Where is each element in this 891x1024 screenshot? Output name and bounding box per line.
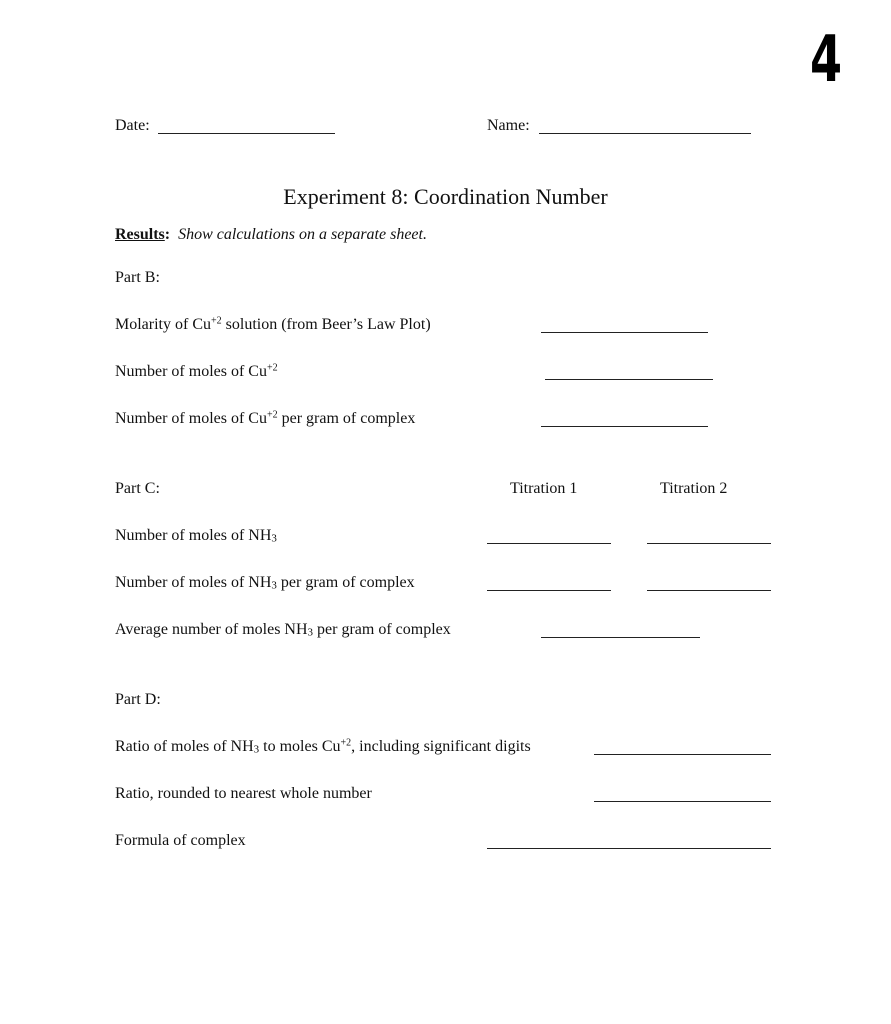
results-note: Show calculations on a separate sheet. [178, 226, 427, 243]
part-b-moles-label [115, 362, 278, 382]
subscript: 3 [307, 626, 314, 639]
date-label: Date: [115, 117, 150, 134]
name-blank[interactable] [539, 133, 751, 134]
row-text: Average number of moles NH [115, 621, 308, 638]
results-colon: : [164, 226, 171, 243]
subscript: 3 [271, 532, 277, 545]
row-text: per gram of complex [313, 621, 451, 638]
superscript: +2 [211, 315, 222, 327]
part-c-average-label [115, 620, 451, 640]
part-d-heading: Part D: [115, 691, 161, 708]
superscript: +2 [340, 737, 352, 749]
moles-cu-blank[interactable] [545, 379, 713, 380]
superscript: +2 [266, 409, 278, 421]
titration-2-header: Titration 2 [660, 480, 728, 497]
part-b-heading: Part B: [115, 269, 160, 286]
molarity-blank[interactable] [541, 332, 708, 333]
subscript: 3 [271, 579, 277, 592]
row-text: Number of moles of Cu [115, 363, 267, 380]
results-label: Results [115, 226, 165, 243]
part-d-rounded-label: Ratio, rounded to nearest whole number [115, 785, 372, 802]
row-text: , including significant digits [351, 738, 531, 755]
ratio-blank[interactable] [594, 754, 771, 755]
page-number: 4 [810, 23, 843, 97]
row-text: to moles Cu [259, 738, 341, 755]
formula-blank[interactable] [487, 848, 771, 849]
ratio-rounded-blank[interactable] [594, 801, 771, 802]
moles-cu-per-gram-blank[interactable] [541, 426, 708, 427]
moles-nh3-per-gram-t1-blank[interactable] [487, 590, 611, 591]
part-c-heading: Part C: [115, 480, 160, 497]
part-b-moles-per-gram-label [115, 409, 415, 429]
row-text: Ratio of moles of NH [115, 738, 254, 755]
page-title: Experiment 8: Coordination Number [283, 184, 608, 209]
results-line [115, 225, 427, 245]
part-c-moles-nh3-label [115, 526, 277, 546]
superscript: +2 [266, 362, 278, 374]
titration-1-header: Titration 1 [510, 480, 578, 497]
part-b-molarity-label [115, 315, 431, 335]
row-text: Molarity of Cu [115, 316, 211, 333]
part-d-formula-label: Formula of complex [115, 832, 246, 849]
date-blank[interactable] [158, 133, 335, 134]
row-text: per gram of complex [277, 410, 416, 427]
row-text: Number of moles of Cu [115, 410, 267, 427]
row-text: per gram of complex [276, 574, 415, 591]
moles-nh3-t2-blank[interactable] [647, 543, 771, 544]
subscript: 3 [253, 743, 260, 756]
part-d-ratio-label [115, 737, 531, 757]
average-moles-blank[interactable] [541, 637, 700, 638]
moles-nh3-per-gram-t2-blank[interactable] [647, 590, 771, 591]
row-text: Number of moles of NH [115, 574, 272, 591]
row-text: solution (from Beer’s Law Plot) [221, 316, 431, 333]
part-c-moles-nh3-per-gram-label [115, 573, 415, 593]
name-label: Name: [487, 117, 530, 134]
moles-nh3-t1-blank[interactable] [487, 543, 611, 544]
row-text: Number of moles of NH [115, 527, 272, 544]
